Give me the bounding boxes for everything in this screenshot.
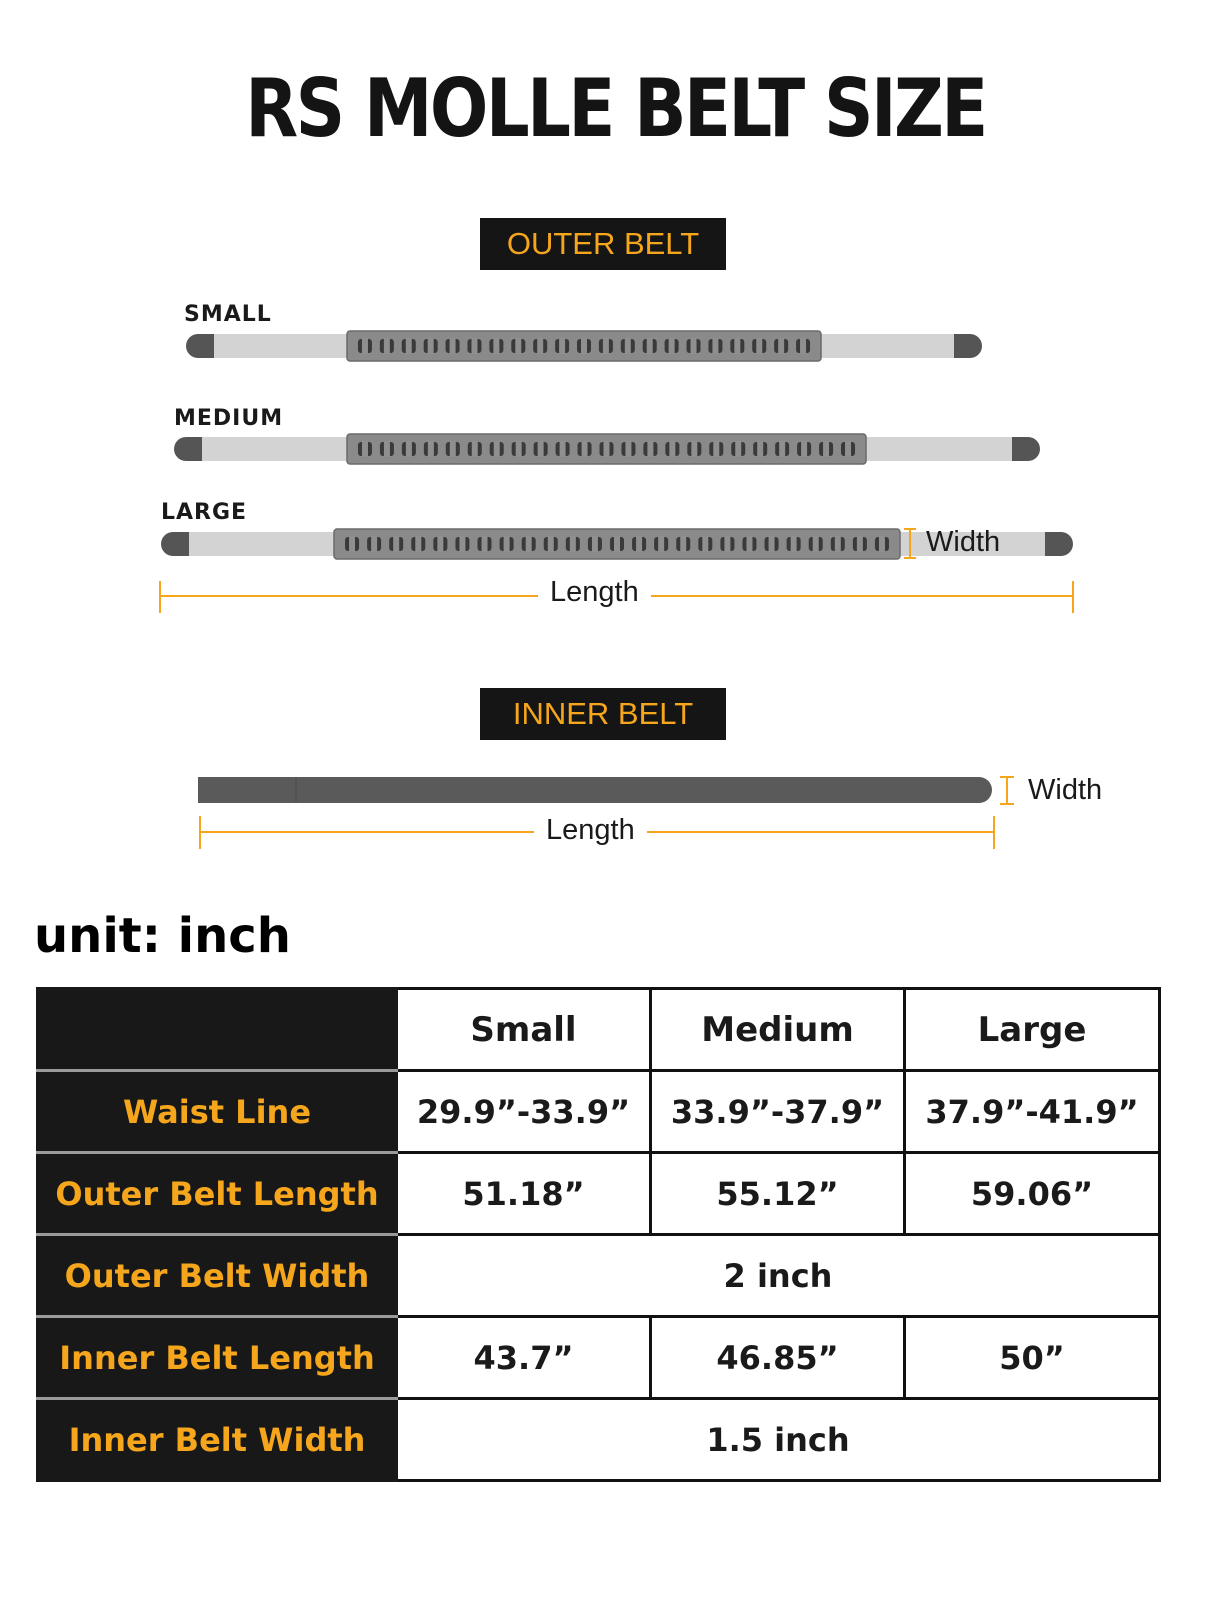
small-belt-molle-bar [581,338,587,354]
small-belt-molle-bar [734,338,740,354]
medium-belt-molle-bar [406,441,412,457]
cell-outer-length-large: 59.06” [905,1153,1160,1235]
cell-waist-large: 37.9”-41.9” [905,1071,1160,1153]
large-belt-molle-bar [437,536,443,552]
medium-belt-molle-bar [779,441,785,457]
small-belt-molle-bar [712,338,718,354]
row-label-waist-line: Waist Line [38,1071,397,1153]
size-label-large: LARGE [161,500,248,525]
inner-belt-tag: INNER BELT [480,688,726,740]
medium-belt-molle-bar [428,441,434,457]
inner-width-label: Width [1028,774,1103,806]
table-header-row [38,989,1160,1071]
large-belt-molle-bar [636,536,642,552]
small-belt-molle-bar [450,338,456,354]
inner-belt-strap [198,777,992,803]
inner-length-label: Length [534,814,647,847]
large-belt-molle-bar [658,536,664,552]
row-label-inner-belt-width: Inner Belt Width [38,1399,397,1481]
medium-belt-molle-bar [713,441,719,457]
small-belt-molle-bar [406,338,412,354]
cell-outer-length-small: 51.18” [397,1153,651,1235]
unit-label: unit: inch [34,908,291,964]
large-belt-molle-bar [724,536,730,552]
table-row-outer-belt-width [38,1235,1160,1317]
column-header-large: Large [905,989,1160,1071]
large-belt-molle-bar [835,536,841,552]
table-corner [38,989,397,1071]
column-header-medium: Medium [651,989,905,1071]
large-belt-molle-bar [482,536,488,552]
cell-outer-width: 2 inch [397,1235,1160,1317]
size-label-small: SMALL [184,302,272,327]
small-belt-molle-bar [471,338,477,354]
small-belt-molle-bar [625,338,631,354]
medium-belt-molle-bar [516,441,522,457]
medium-belt-molle-bar [845,441,851,457]
large-belt-molle-bar [526,536,532,552]
small-belt-molle-bar [493,338,499,354]
large-belt-molle-bar [371,536,377,552]
small-belt-molle-bar [362,338,368,354]
page-title: RS MOLLE BELT SIZE [245,62,986,155]
large-belt-molle-bar [349,536,355,552]
small-belt-molle-bar [515,338,521,354]
small-belt-molle-bar [691,338,697,354]
large-belt-molle-bar [769,536,775,552]
medium-belt-molle-bar [472,441,478,457]
cell-inner-length-small: 43.7” [397,1317,651,1399]
cell-inner-length-medium: 46.85” [651,1317,905,1399]
large-belt-molle-bar [415,536,421,552]
small-belt-molle-bar [559,338,565,354]
size-table [36,987,1161,1482]
medium-belt-molle-bar [669,441,675,457]
table-row-outer-belt-length [38,1153,1160,1235]
large-belt-molle-bar [459,536,465,552]
small-belt-molle-bar [384,338,390,354]
small-belt-molle-bar [800,338,806,354]
small-belt-molle-bar [778,338,784,354]
row-label-outer-belt-length: Outer Belt Length [38,1153,397,1235]
outer-belt-tag: OUTER BELT [480,218,726,270]
table-row-waist-line [38,1071,1160,1153]
large-belt-molle-bar [857,536,863,552]
medium-belt-molle-bar [604,441,610,457]
medium-belt-molle-bar [801,441,807,457]
medium-belt-molle-bar [384,441,390,457]
large-belt-molle-bar [548,536,554,552]
large-belt-molle-bar [393,536,399,552]
medium-belt-molle-bar [450,441,456,457]
cell-waist-medium: 33.9”-37.9” [651,1071,905,1153]
cell-inner-length-large: 50” [905,1317,1160,1399]
large-belt-molle-bar [570,536,576,552]
medium-belt-molle-bar [647,441,653,457]
large-belt-molle-bar [504,536,510,552]
medium-belt-molle-bar [494,441,500,457]
medium-belt-molle-bar [691,441,697,457]
small-belt-molle-bar [537,338,543,354]
large-belt-molle-bar [879,536,885,552]
column-header-small: Small [397,989,651,1071]
medium-belt-molle-bar [823,441,829,457]
row-label-outer-belt-width: Outer Belt Width [38,1235,397,1317]
medium-belt-molle-bar [560,441,566,457]
cell-inner-width: 1.5 inch [397,1399,1160,1481]
small-belt-molle-bar [647,338,653,354]
medium-belt-molle-bar [538,441,544,457]
cell-outer-length-medium: 55.12” [651,1153,905,1235]
size-label-medium: MEDIUM [174,406,284,431]
large-belt-molle-bar [746,536,752,552]
row-label-inner-belt-length: Inner Belt Length [38,1317,397,1399]
inner-belt-end [198,777,228,803]
medium-belt-molle-bar [757,441,763,457]
outer-length-label: Length [538,576,651,609]
small-belt-molle-bar [603,338,609,354]
outer-width-label: Width [926,526,1001,558]
medium-belt-molle-bar [362,441,368,457]
large-belt-molle-bar [702,536,708,552]
medium-belt-molle-bar [735,441,741,457]
medium-belt-molle-bar [625,441,631,457]
medium-belt-molle-bar [582,441,588,457]
table-row-inner-belt-width [38,1399,1160,1481]
large-belt-molle-bar [791,536,797,552]
cell-waist-small: 29.9”-33.9” [397,1071,651,1153]
large-belt-molle-bar [680,536,686,552]
small-belt-molle-bar [756,338,762,354]
small-belt-molle-bar [669,338,675,354]
large-belt-molle-bar [813,536,819,552]
large-belt-molle-bar [614,536,620,552]
table-row-inner-belt-length [38,1317,1160,1399]
small-belt-molle-bar [428,338,434,354]
large-belt-molle-bar [592,536,598,552]
